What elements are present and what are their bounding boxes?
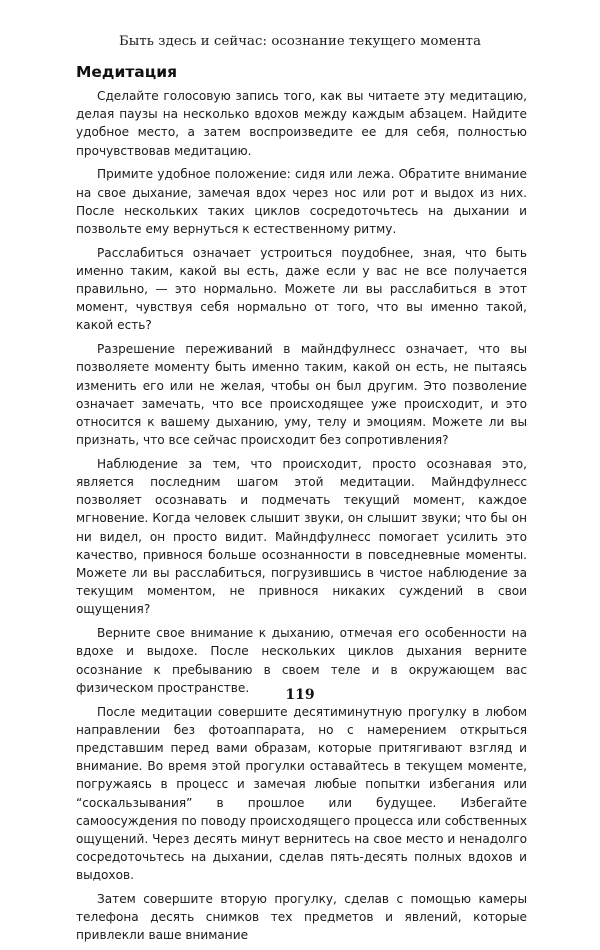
running-header: Быть здесь и сейчас: осознание текущего момента bbox=[118, 34, 482, 49]
paragraph-7: После медитации совершите десятиминутную прогулку в любом направлении без фотоаппарата, но с намерением открыться представшим перед вами образам, которые притягивают взгляд и внимание. Во время этой прогулки оставайтесь в текущем моменте, погружаясь в процесс и замечая любые попытки избегания или “соскальзывания” в прошлое или будущее. Избегайте самоосуждения по поводу происходящего процесса или собственных ощущений. Через десять минут вернитесь на свое место и ненадолго сосредоточьтесь на дыхании, сделав пять-десять полных вдохов и выдохов. bbox=[76, 704, 527, 883]
page-number: 119 bbox=[285, 687, 315, 703]
paragraph-8: Затем совершите вторую прогулку, сделав с помощью камеры телефона десять снимков тех предметов и явлений, которые привлекли ваше внимание bbox=[76, 892, 527, 943]
paragraph-1: Сделайте голосовую запись того, как вы читаете эту медитацию, делая паузы на несколько вдохов между каждым абзацем. Найдите удобное место, а затем воспроизведите ее для себя, полностью прочувствовав медитацию. bbox=[76, 89, 527, 158]
paragraph-6: Верните свое внимание к дыханию, отмечая его особенности на вдохе и выдохе. После нескольких циклов дыхания верните осознание к пребыванию в своем теле и в окружающем вас физическом пространстве. bbox=[76, 626, 527, 695]
paragraph-3: Расслабиться означает устроиться поудобнее, зная, что быть именно таким, какой вы есть, даже если у вас не все получается правильно, — это нормально. Можете ли вы расслабиться в этот момент, чувствуя себя нормально от того, что вы именно такой, какой есть? bbox=[76, 245, 527, 333]
section-title: Медитация bbox=[76, 63, 178, 81]
paragraph-5: Наблюдение за тем, что происходит, просто осознавая это, является последним шагом этой медитации. Майндфулнесс позволяет осознавать и подмечать текущий момент, каждое мгновение. Когда человек слышит звуки, он слышит звуки; что бы он ни видел, он просто видит. Майндфулнесс помогает усилить это качество, привнося больше осознанности в повседневные моменты. Можете ли вы расслабиться, погрузившись в чистое наблюдение за текущим моментом, не привнося никаких суждений в свои ощущения? bbox=[76, 456, 527, 617]
body-text bbox=[76, 87, 527, 950]
paragraph-2: Примите удобное положение: сидя или лежа. Обратите внимание на свое дыхание, замечая вдох через нос или рот и выдох из них. После нескольких таких циклов сосредоточьтесь на дыхании и позвольте ему вернуться к естественному ритму. bbox=[76, 167, 527, 236]
paragraph-4: Разрешение переживаний в майндфулнесс означает, что вы позволяете моменту быть именно таким, какой он есть, не пытаясь изменить его или не желая, чтобы он был другим. Это позволение означает замечать, что все происходящее уже происходит, и это относится к вашему дыханию, уму, телу и эмоциям. Можете ли вы признать, что все сейчас происходит без сопротивления? bbox=[76, 342, 527, 448]
